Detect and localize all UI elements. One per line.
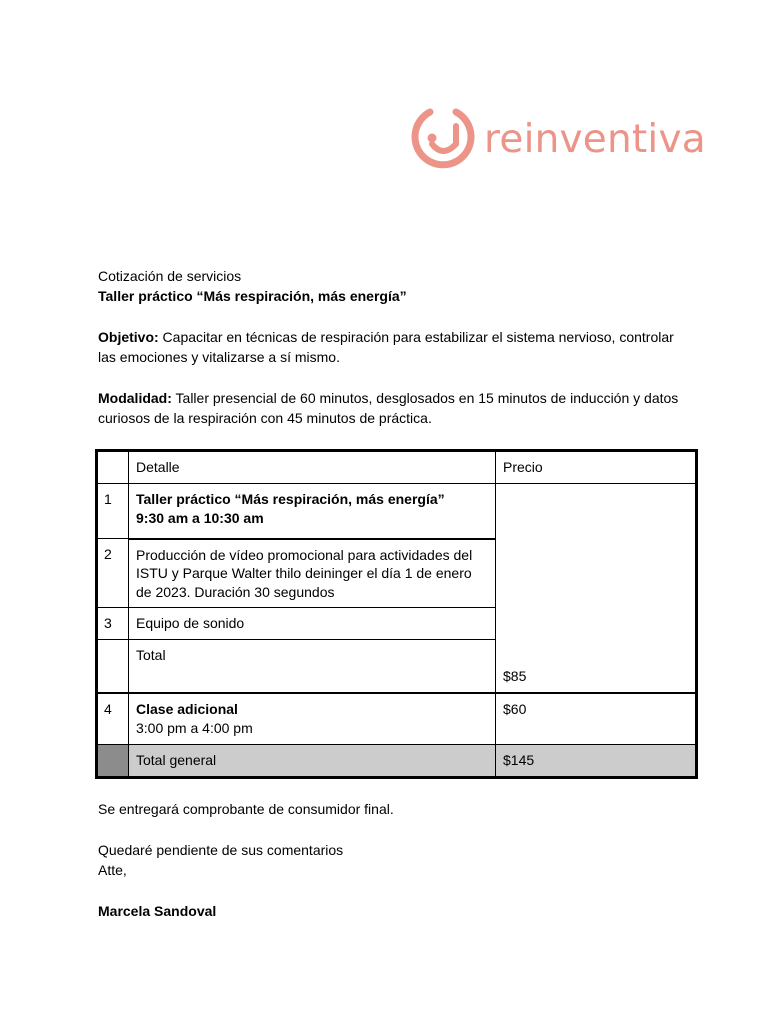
table-header-row <box>98 452 696 484</box>
row-num: 4 <box>98 693 129 745</box>
brand-name: reinventiva <box>484 116 706 162</box>
objetivo-paragraph <box>98 327 688 367</box>
row-num: 3 <box>98 608 129 640</box>
header-detalle: Detalle <box>129 452 496 484</box>
smile-logo-icon <box>410 104 476 174</box>
row-detail: Taller práctico “Más respiración, más energía” 9:30 am a 10:30 am <box>129 484 496 539</box>
closing-section <box>98 799 688 921</box>
row-detail: Equipo de sonido <box>129 608 496 640</box>
subtotal-price-cell <box>496 484 696 693</box>
row-detail: Clase adicional 3:00 pm a 4:00 pm <box>129 693 496 745</box>
row-num <box>98 640 129 693</box>
grand-total-label: Total general <box>129 744 496 776</box>
pending-note: Quedaré pendiente de sus comentarios <box>98 842 344 858</box>
signature: Marcela Sandoval <box>98 903 217 919</box>
header-precio: Precio <box>496 452 696 484</box>
modalidad-paragraph <box>98 388 688 428</box>
row-price: $60 <box>496 693 696 745</box>
objetivo-text: Capacitar en técnicas de respiración para estabilizar el sistema nervioso, controlar las emociones y vitalizarse a sí mismo. <box>98 329 674 365</box>
header-num <box>98 452 129 484</box>
grand-total-num <box>98 744 129 776</box>
receipt-note: Se entregará comprobante de consumidor final. <box>98 801 394 817</box>
modalidad-text: Taller presencial de 60 minutos, desglosados en 15 minutos de inducción y datos curiosos de la respiración con 45 minutos de práctica. <box>98 390 679 426</box>
brand-logo <box>410 104 706 174</box>
objetivo-label: Objetivo: <box>98 329 159 345</box>
quote-table <box>97 451 696 777</box>
doc-subtitle: Cotización de servicios <box>98 268 242 284</box>
row-num: 1 <box>98 484 129 539</box>
row-num: 2 <box>98 539 129 608</box>
intro-section <box>98 266 688 428</box>
subtotal-price: $85 <box>503 667 527 684</box>
grand-total-price: $145 <box>496 744 696 776</box>
modalidad-label: Modalidad: <box>98 390 172 406</box>
row-detail: Producción de vídeo promocional para actividades del ISTU y Parque Walter thilo deininger el día 1 de enero de 2023. Duración 30 segundos <box>129 539 496 608</box>
table-row <box>98 484 696 539</box>
doc-title: Taller práctico “Más respiración, más energía” <box>98 288 407 304</box>
grand-total-row <box>98 744 696 776</box>
table-row <box>98 693 696 745</box>
atte-text: Atte, <box>98 862 127 878</box>
row-total-label: Total <box>129 640 496 693</box>
